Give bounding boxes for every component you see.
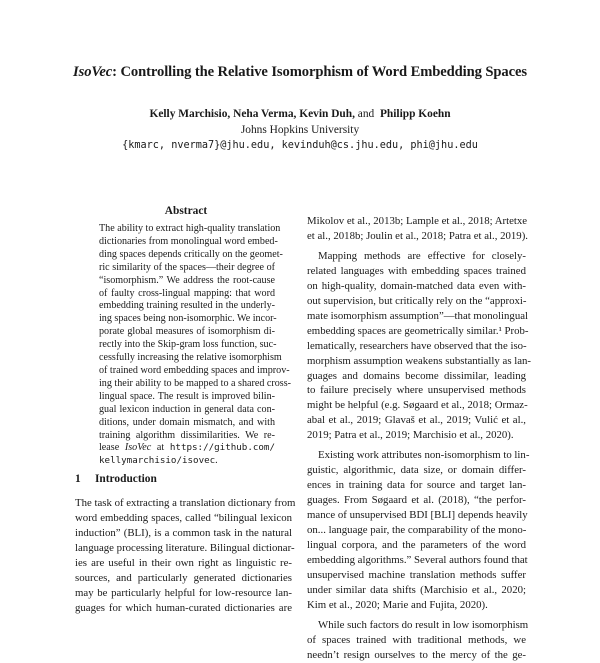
body-line: mance of unsupervised BDI [BLI] depends heavily xyxy=(307,509,528,522)
right-column-text xyxy=(307,214,532,663)
abstract-line: ric similarity of the spaces—their degree of xyxy=(99,261,275,273)
abstract-line: of faulty cross-lingual mapping: that word xyxy=(99,287,275,299)
intro-line: ies are useful in their own right as linguistic re- xyxy=(75,556,292,569)
author-and: and xyxy=(357,108,375,120)
intro-line: guages for which human-curated dictionaries are xyxy=(75,601,292,614)
body-line: related languages with embedding spaces trained xyxy=(307,264,526,277)
body-line: embedding algorithms.” Several authors found that xyxy=(307,553,528,566)
abstract-line: dictionaries from monolingual word embed- xyxy=(99,235,278,247)
body-line: Kim et al., 2020; Marie and Fujita, 2020). xyxy=(307,598,488,611)
abstract-line: lingual space. The result is improved bilin- xyxy=(99,390,275,402)
title-method-name: IsoVec xyxy=(73,64,113,80)
author-4: Philipp Koehn xyxy=(379,108,451,120)
body-line: Existing work attributes non-isomorphism to lin- xyxy=(318,449,530,462)
intro-line: The task of extracting a translation dictionary from xyxy=(75,497,296,509)
abstract-release-line xyxy=(99,442,275,455)
section-heading-introduction xyxy=(75,473,157,485)
body-line: lematically, researchers have observed that the iso- xyxy=(307,339,527,352)
abstract-line: cessfully increasing the relative isomorphism xyxy=(99,352,282,364)
release-pre: lease xyxy=(99,442,125,454)
body-line: lingual corpora, and the parameters of the word xyxy=(307,539,526,552)
abstract-line: porate global measures of isomorphism di- xyxy=(99,326,275,338)
body-line: under similar data shifts (Marchisio et al., 2020; xyxy=(307,583,526,596)
abstract-line: ing spaces being non-isomorphic. We incor- xyxy=(99,313,277,325)
repo-url-part-2[interactable]: kellymarchisio/isovec xyxy=(99,455,216,467)
release-at: at xyxy=(151,442,170,454)
body-line: While such factors do result in low isomorphism xyxy=(318,618,529,631)
body-line: Mapping methods are effective for closely- xyxy=(318,249,526,262)
body-line: mate isomorphism assumption”—that monolingual xyxy=(307,309,529,322)
body-line: needn’t resign ourselves to the mercy of the ge- xyxy=(307,648,526,661)
abstract-body xyxy=(99,223,292,468)
intro-line: induction” (BLI), is a common task in the natural xyxy=(75,526,292,539)
intro-line: word embedding spaces, called “bilingual lexicon xyxy=(75,511,292,524)
abstract-line: ing their ability to be mapped to a shared cross- xyxy=(99,377,292,389)
body-line: unsupervised machine translation methods suffer xyxy=(307,568,526,581)
abstract-line: ditions, under domain mismatch, and with xyxy=(99,416,275,428)
abstract-line: “isomorphism.” We address the root-cause xyxy=(99,274,275,286)
body-line: embedding spaces are geometrically similar.¹ Prob- xyxy=(307,324,529,337)
abstract-line: embedding training resulted in the underly- xyxy=(99,300,275,312)
author-list xyxy=(0,108,600,120)
body-line: Mikolov et al., 2013b; Lample et al., 2018; Artetxe xyxy=(307,215,528,227)
abstract-url-line xyxy=(99,455,275,468)
body-line: might be helpful (e.g. Søgaard et al., 2018; Ormaz- xyxy=(307,399,528,412)
body-line: to failure precisely where unsupervised methods xyxy=(307,384,526,397)
body-line: on high-quality, domain-matched data even with- xyxy=(307,279,526,292)
abstract-line: The ability to extract high-quality translation xyxy=(99,223,281,234)
body-line: on... language pair, the comparability of the mono- xyxy=(307,524,527,537)
abstract-heading: Abstract xyxy=(164,205,208,217)
body-line: ences in training data for source and target lan- xyxy=(307,479,526,492)
abstract-line: of trained word embedding spaces and improv- xyxy=(99,364,290,376)
body-line: et al., 2018b; Joulin et al., 2018; Patra et al., 2019). xyxy=(307,229,528,242)
body-line: guages and domains become dissimilar, leading xyxy=(307,369,526,382)
intro-line: language processing literature. Bilingual dictionar- xyxy=(75,541,295,554)
author-3: Kevin Duh, xyxy=(299,108,355,120)
body-line: morphism assumption weakens substantially as lan- xyxy=(307,354,532,367)
left-column-text xyxy=(75,496,296,616)
intro-line: sources, and particularly generated dictionaries xyxy=(75,571,292,584)
body-line: 2019; Patra et al., 2019; Marchisio et al., 2020). xyxy=(307,429,514,442)
release-method-name: IsoVec xyxy=(124,442,152,454)
author-emails: {kmarc, nverma7}@jhu.edu, kevinduh@cs.jhu.edu, phi@jhu.edu xyxy=(122,140,478,151)
author-2: Neha Verma, xyxy=(233,108,297,120)
abstract-line: gual lexicon induction in general data con- xyxy=(99,403,275,415)
abstract-line: training algorithm dissimilarities. We re- xyxy=(99,429,275,441)
body-line: of spaces trained with traditional methods, we xyxy=(307,633,526,646)
title-rest: : Controlling the Relative Isomorphism of Word Embedding Spaces xyxy=(112,64,527,80)
section-title: Introduction xyxy=(95,473,157,485)
paper-title xyxy=(0,64,600,81)
body-line: out supervision, but critically rely on the “approxi- xyxy=(307,294,527,307)
url-end: . xyxy=(215,455,218,467)
intro-line: may be particularly helpful for low-resource lan- xyxy=(75,586,292,599)
author-1: Kelly Marchisio, xyxy=(149,108,231,120)
section-number: 1 xyxy=(75,473,81,485)
abstract-line: ding spaces depends critically on the geomet- xyxy=(99,248,283,260)
body-line: guistic, algorithmic, data size, or domain differ- xyxy=(307,464,526,477)
body-line: abal et al., 2019; Glavaš et al., 2019; Vulić et al., xyxy=(307,414,526,427)
body-line: guages. From Søgaard et al. (2018), “the perfor- xyxy=(307,494,526,507)
abstract-line: rectly into the Skip-gram loss function, suc- xyxy=(99,339,277,351)
repo-url-part-1[interactable]: https://github.com/ xyxy=(169,442,275,454)
affiliation: Johns Hopkins University xyxy=(240,124,360,136)
